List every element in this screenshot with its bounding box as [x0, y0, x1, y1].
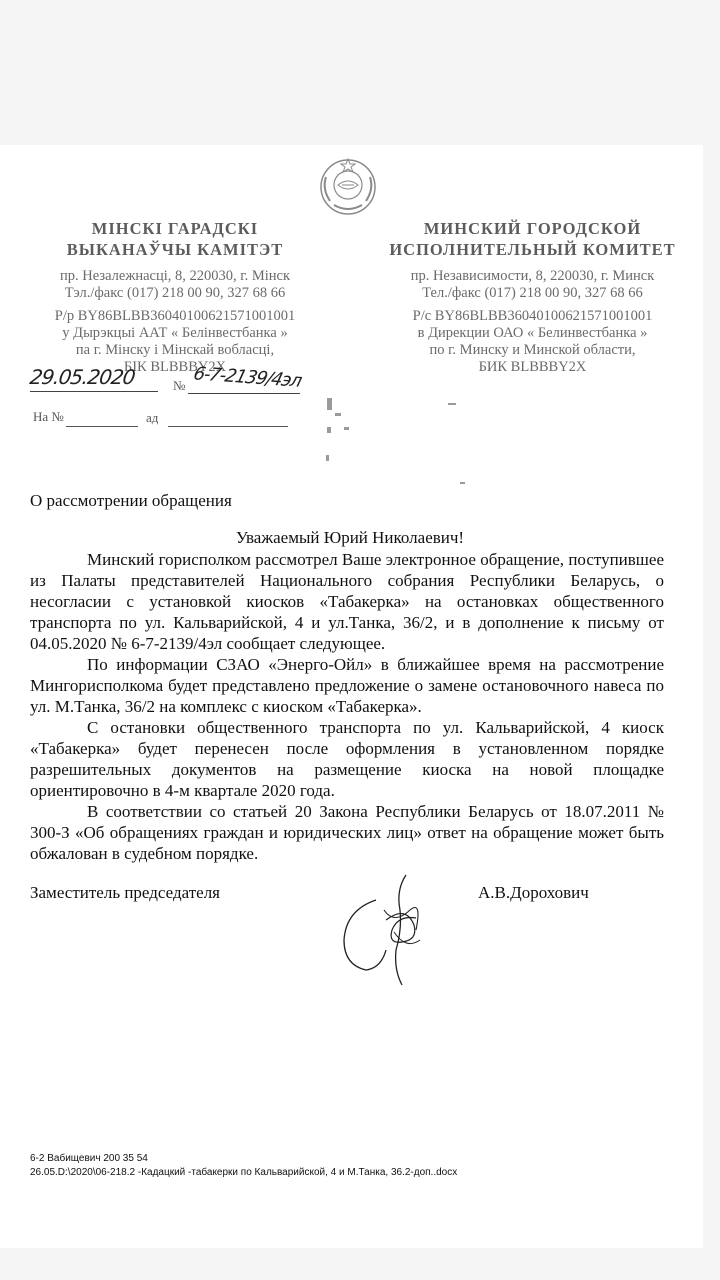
number-sign: № [173, 378, 186, 393]
top-empty-area [0, 0, 720, 145]
body-paragraph: С остановки общественного транспорта по ул. Кальварийской, 4 киоск «Табакерка» будет перенесен после оформления в установленном порядке разрешительных документов на размещение киоска на новой площадке ориентировочно в 4-м квартале 2020 года. [30, 718, 664, 800]
letter-greeting: Уважаемый Юрий Николаевич! [235, 528, 465, 547]
org-phone: Тэл./факс (017) 218 00 90, 327 68 66 [64, 285, 286, 301]
handwritten-reg-number: 6-7-2139/4эл [191, 363, 304, 392]
org-bank-line2: па г. Мінску і Мінскай вобласці, [75, 342, 275, 358]
date-underline [30, 391, 158, 392]
number-underline [188, 393, 300, 394]
handwritten-signature [336, 870, 446, 990]
header-belarusian [30, 218, 320, 376]
letter-body [30, 549, 664, 864]
org-bank-line1: в Дирекции ОАО « Белинвестбанка » [417, 325, 648, 341]
file-path: 26.05.D:\2020\06-218.2 -Кадацкий -табакерки по Кальварийской, 4 и М.Танка, 36.2-доп..docx [30, 1167, 458, 1178]
reply-to-underline [66, 426, 138, 427]
header-russian [380, 218, 685, 376]
executor-info: 6-2 Вабищевич 200 35 54 [30, 1153, 148, 1164]
org-name-line1: МІНСКІ ГАРАДСКІ [91, 219, 259, 238]
org-bank-line1: у Дырэкцыі ААТ « Белінвестбанка » [62, 325, 288, 341]
letter-page [0, 145, 703, 1248]
org-bik: БИК BLBBBY2X [478, 359, 587, 375]
handwritten-date: 29.05.2020 [28, 365, 137, 389]
org-address: пр. Независимости, 8, 220030, г. Минск [410, 268, 655, 284]
org-address: пр. Незалежнасці, 8, 220030, г. Мінск [60, 268, 290, 284]
body-paragraph: В соответствии со статьей 20 Закона Республики Беларусь от 18.07.2011 № 300-З «Об обращениях граждан и юридических лиц» ответ на обращение может быть обжалован в судебном порядке. [30, 802, 664, 863]
org-name-line2: ВЫКАНАЎЧЫ КАМІТЭТ [66, 240, 284, 259]
org-account: Р/с BY86BLBB36040100621571001001 [412, 308, 653, 324]
org-bank-line2: по г. Минску и Минской области, [429, 342, 636, 358]
bottom-empty-area [0, 1248, 720, 1280]
org-bik: БІК BLBBBY2X [123, 359, 227, 375]
letter-subject: О рассмотрении обращения [30, 491, 232, 510]
body-paragraph: По информации СЗАО «Энерго-Ойл» в ближайшее время на рассмотрение Мингорисполкома будет представлено предложение о замене остановочного навеса по ул. М.Танка, 36/2 на комплекс с киоском «Табакерка». [30, 655, 664, 716]
from-label: ад [146, 410, 159, 425]
signer-title: Заместитель председателя [30, 883, 220, 902]
from-underline [168, 426, 288, 427]
body-paragraph: Минский горисполком рассмотрел Ваше электронное обращение, поступившее из Палаты представителей Национального собрания Республики Беларусь, о несогласии с установкой киосков «Табакерка» на остановках общественного транспорта по ул. Кальварийской, 4 и ул.Танка, 36/2, и в дополнение к письму от 04.05.2020 № 6-7-2139/4эл сообщает следующее. [30, 550, 664, 653]
state-emblem-icon [316, 155, 380, 219]
org-name-line1: МИНСКИЙ ГОРОДСКОЙ [423, 219, 642, 238]
right-margin-area [703, 145, 720, 1248]
org-name-line2: ИСПОЛНИТЕЛЬНЫЙ КОМИТЕТ [389, 240, 676, 259]
signer-name: А.В.Дорохович [478, 883, 589, 902]
org-phone: Тел./факс (017) 218 00 90, 327 68 66 [422, 285, 643, 301]
reply-to-label: На № [33, 409, 64, 424]
org-account: Р/р BY86BLBB36040100621571001001 [54, 308, 296, 324]
